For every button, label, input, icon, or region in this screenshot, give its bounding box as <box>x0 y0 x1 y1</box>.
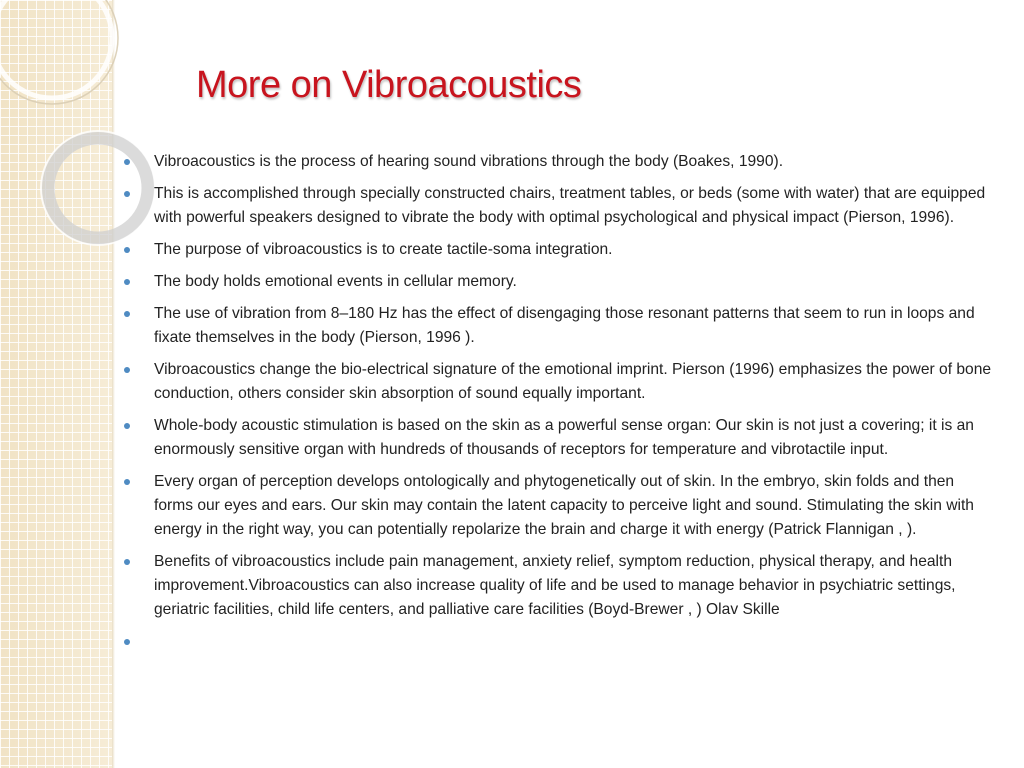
bullet-text: The use of vibration from 8–180 Hz has the effect of disengaging those resonant patterns that seem to run in loops and fixate themselves in the body (Pierson, 1996 ). <box>154 305 975 346</box>
list-item <box>122 358 994 406</box>
list-item <box>122 182 994 230</box>
bullet-icon <box>124 559 130 565</box>
bullet-icon <box>124 191 130 197</box>
bullet-text: Vibroacoustics change the bio-electrical signature of the emotional imprint. Pierson (1996) emphasizes the power of bone conduction, others consider skin absorption of sound equally important. <box>154 361 992 402</box>
list-item <box>122 414 994 462</box>
list-item <box>122 150 994 174</box>
bullet-text: The body holds emotional events in cellular memory. <box>154 273 517 290</box>
bullet-icon <box>124 279 130 285</box>
bullet-text: Every organ of perception develops ontologically and phytogenetically out of skin. In the embryo, skin folds and then forms our eyes and ears. Our skin may contain the latent capacity to perceive light and sound. Stimulating the skin with energy in the right way, you can potentially repolarize the brain and charge it with energy (Patrick Flannigan , ). <box>154 473 974 538</box>
bullet-text: Benefits of vibroacoustics include pain management, anxiety relief, symptom reduction, physical therapy, and health improvement.Vibroacoustics can also increase quality of life and be used to manage behavior in psychiatric settings, geriatric facilities, child life centers, and palliative care facilities (Boyd-Brewer , ) Olav Skille <box>154 553 956 618</box>
list-item <box>122 270 994 294</box>
bullet-icon <box>124 311 130 317</box>
bullet-list <box>122 150 994 662</box>
bullet-text: Vibroacoustics is the process of hearing sound vibrations through the body (Boakes, 1990). <box>154 153 784 170</box>
bullet-text: Whole-body acoustic stimulation is based on the skin as a powerful sense organ: Our skin is not just a covering; it is an enormously sensitive organ with hundreds of thousands of receptors for temperature and vibrotactile input. <box>154 417 974 458</box>
bullet-icon <box>124 639 130 645</box>
bullet-icon <box>124 479 130 485</box>
list-item <box>122 550 994 622</box>
bullet-text: The purpose of vibroacoustics is to create tactile-soma integration. <box>154 241 613 258</box>
bullet-icon <box>124 367 130 373</box>
list-item <box>122 302 994 350</box>
slide-title: More on Vibroacoustics <box>196 64 582 106</box>
bullet-icon <box>124 159 130 165</box>
list-item <box>122 630 994 654</box>
bullet-icon <box>124 423 130 429</box>
bullet-text <box>154 630 994 654</box>
list-item <box>122 238 994 262</box>
bullet-icon <box>124 247 130 253</box>
large-ring-outline <box>0 0 112 98</box>
list-item <box>122 470 994 542</box>
bullet-text: This is accomplished through specially constructed chairs, treatment tables, or beds (some with water) that are equipped with powerful speakers designed to vibrate the body with optimal psychological and physical impact (Pierson, 1996). <box>154 185 986 226</box>
